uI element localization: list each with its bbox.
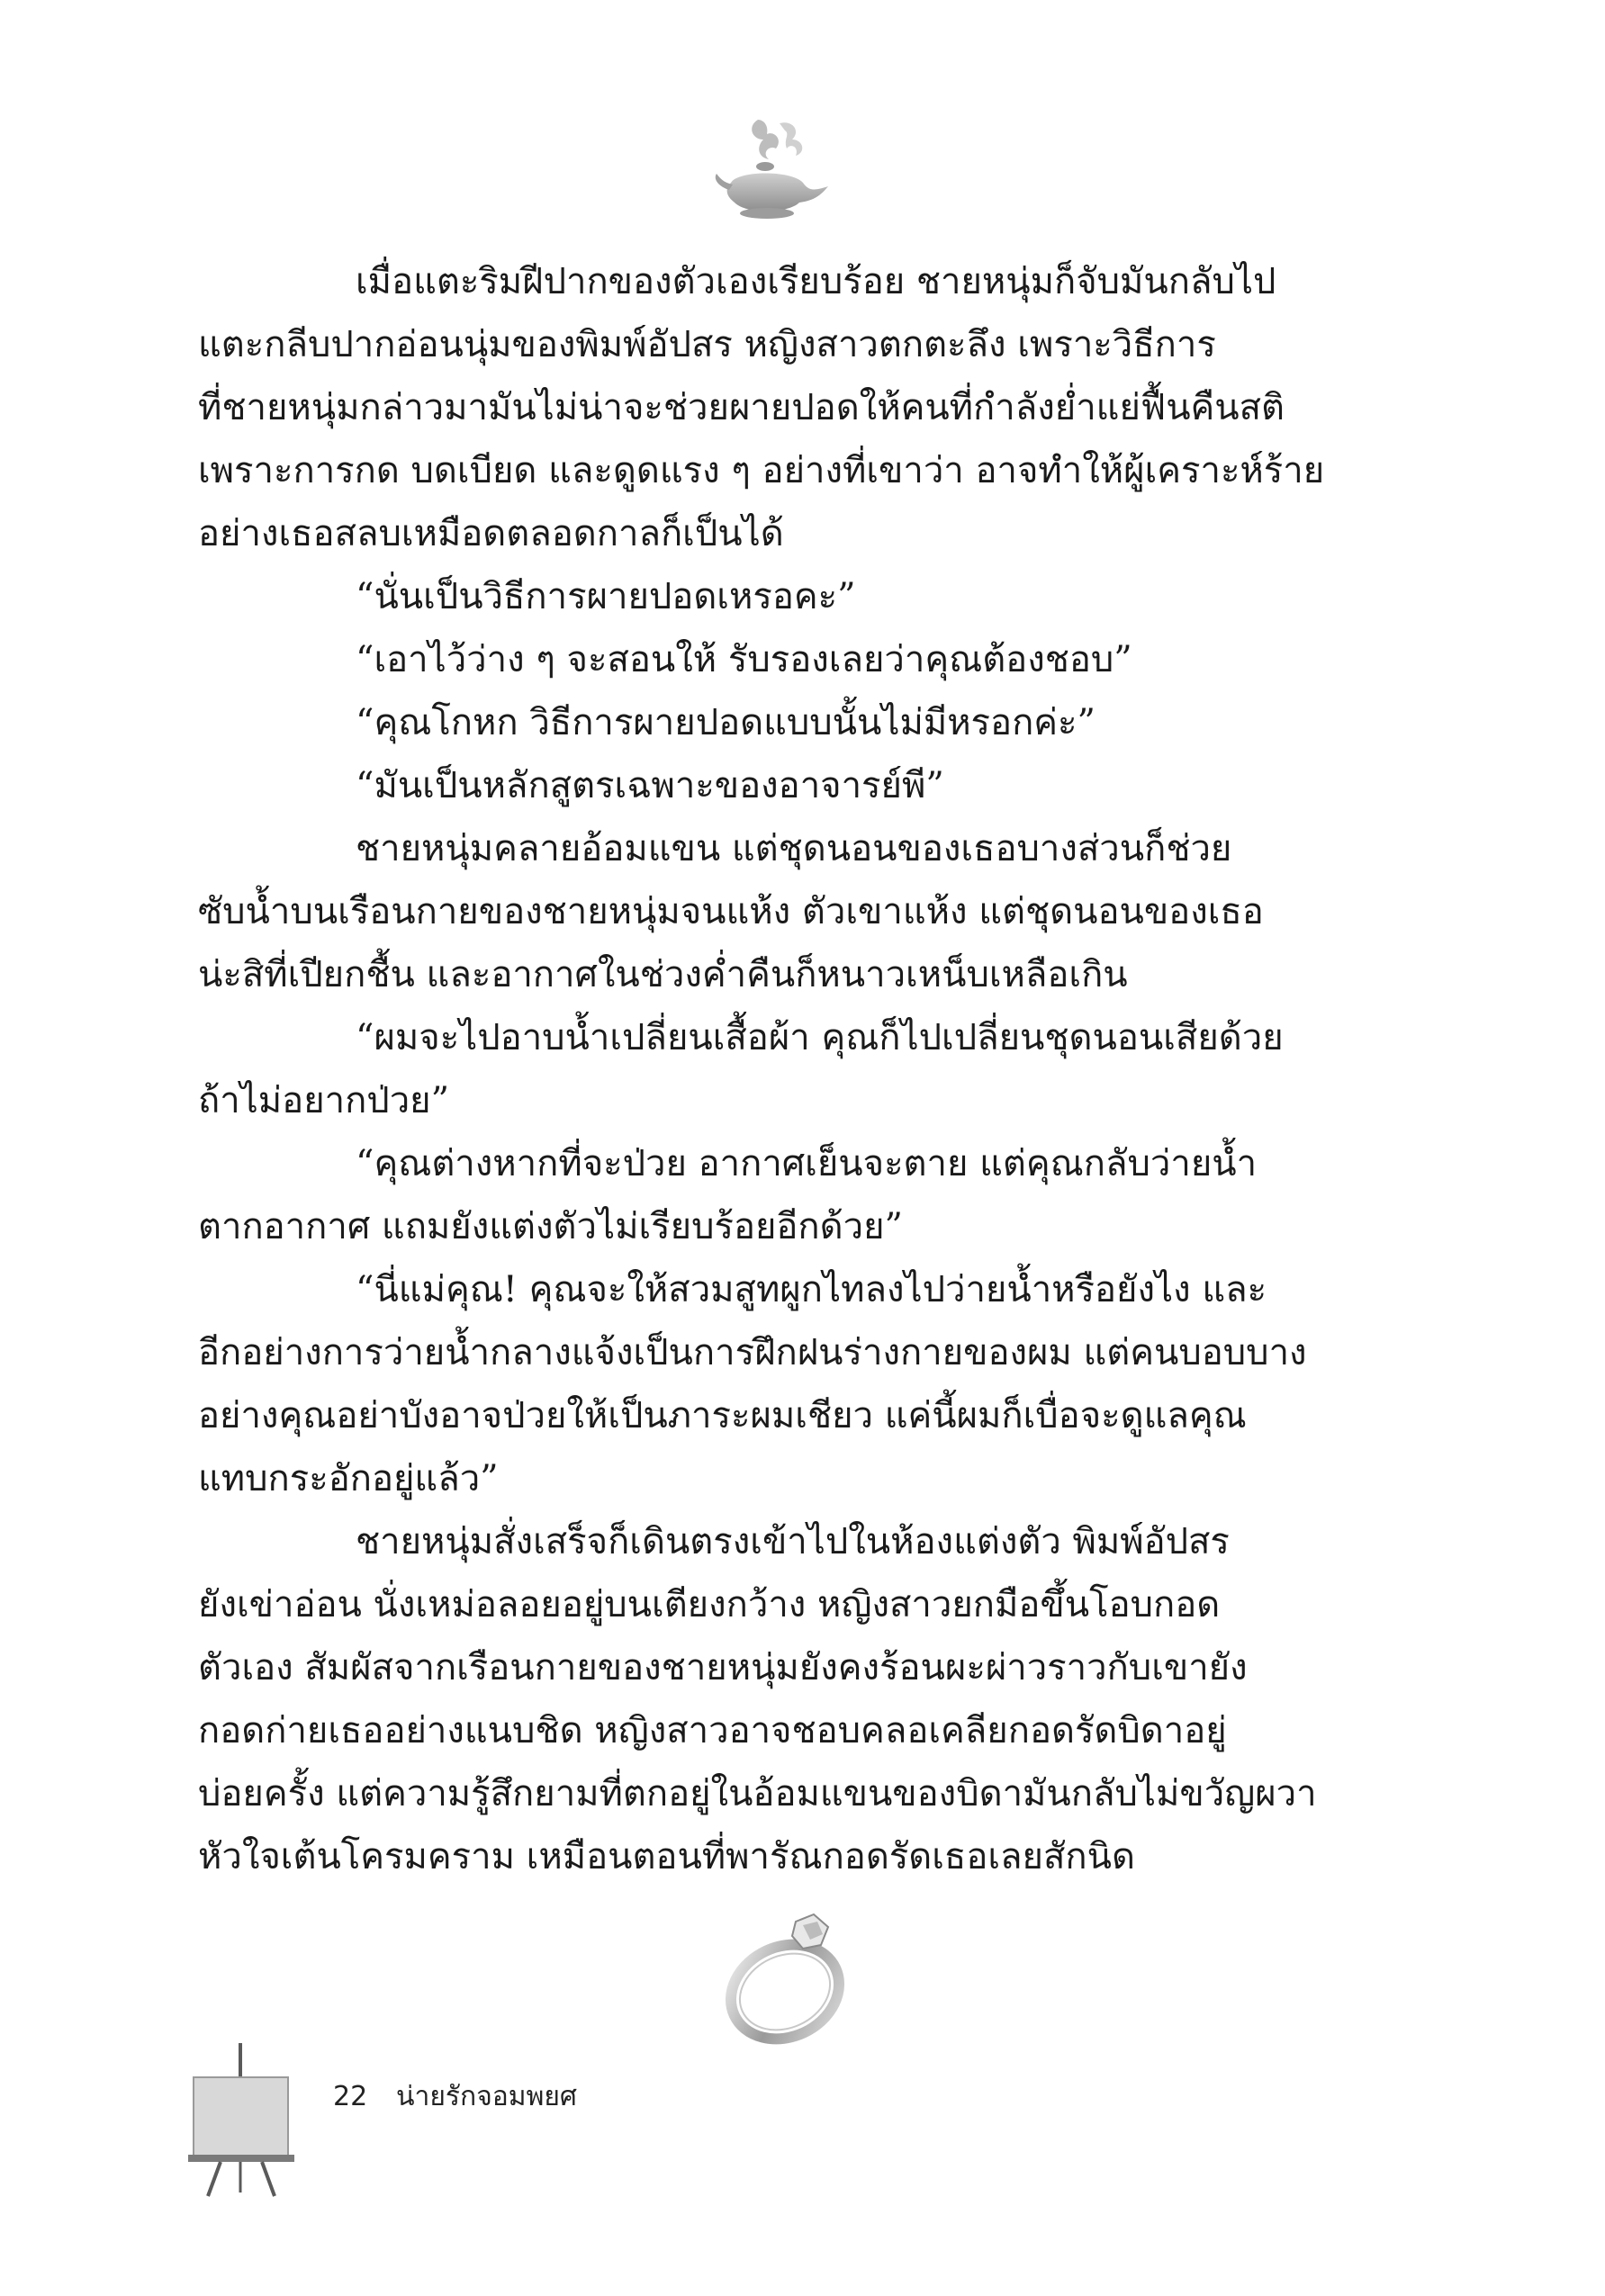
- text-line: บ่อยครั้ง แต่ความรู้สึกยามที่ตกอยู่ในอ้อมแขนของบิดามันกลับไม่ขวัญผวา: [198, 1773, 1317, 1814]
- dialogue-line: “เอาไว้ว่าง ๆ จะสอนให้ รับรองเลยว่าคุณต้องชอบ”: [356, 639, 1132, 680]
- text-line: ถ้าไม่อยากป่วย”: [198, 1080, 450, 1121]
- text-line: ยังเข่าอ่อน นั่งเหม่อลอยอยู่บนเตียงกว้าง หญิงสาวยกมือขึ้นโอบกอด: [198, 1584, 1221, 1625]
- book-title: น่ายรักจอมพยศ: [396, 2081, 577, 2112]
- text-line: แตะกลีบปากอ่อนนุ่มของพิมพ์อัปสร หญิงสาวตกตะลึง เพราะวิธีการ: [198, 324, 1216, 365]
- dialogue-line: “คุณโกหก วิธีการผายปอดแบบนั้นไม่มีหรอกค่ะ”: [356, 702, 1096, 743]
- page-number: 22: [333, 2081, 368, 2112]
- text-line: อีกอย่างการว่ายน้ำกลางแจ้งเป็นการฝึกฝนร่างกายของผม แต่คนบอบบาง: [198, 1332, 1307, 1373]
- page-footer: [333, 2075, 577, 2120]
- text-line: ตัวเอง สัมผัสจากเรือนกายของชายหนุ่มยังคงร้อนผะผ่าวราวกับเขายัง: [198, 1647, 1248, 1688]
- body-text: [198, 250, 1409, 1888]
- dialogue-line: “คุณต่างหากที่จะป่วย อากาศเย็นจะตาย แต่คุณกลับว่ายน้ำ: [356, 1143, 1258, 1184]
- text-line: ตากอากาศ แถมยังแต่งตัวไม่เรียบร้อยอีกด้วย”: [198, 1206, 903, 1247]
- dialogue-line: “มันเป็นหลักสูตรเฉพาะของอาจารย์พี”: [356, 765, 944, 806]
- teapot-lamp-icon: [702, 104, 837, 239]
- text-line: แทบกระอักอยู่แล้ว”: [198, 1458, 499, 1499]
- text-line: อย่างคุณอย่าบังอาจป่วยให้เป็นภาระผมเชียว แค่นี้ผมก็เบื่อจะดูแลคุณ: [198, 1395, 1247, 1436]
- text-line: ชายหนุ่มสั่งเสร็จก็เดินตรงเข้าไปในห้องแต่งตัว พิมพ์อัปสร: [356, 1521, 1230, 1562]
- diamond-ring-icon: [702, 1895, 873, 2057]
- text-line: ชายหนุ่มคลายอ้อมแขน แต่ชุดนอนของเธอบางส่วนก็ช่วย: [356, 828, 1232, 869]
- text-line: น่ะสิที่เปียกชื้น และอากาศในช่วงค่ำคืนก็หนาวเหน็บเหลือเกิน: [198, 954, 1128, 995]
- text-line: ซับน้ำบนเรือนกายของชายหนุ่มจนแห้ง ตัวเขาแห้ง แต่ชุดนอนของเธอ: [198, 891, 1264, 932]
- text-line: เมื่อแตะริมฝีปากของตัวเองเรียบร้อย ชายหนุ่มก็จับมันกลับไป: [356, 261, 1276, 302]
- text-line: อย่างเธอสลบเหมือดตลอดกาลก็เป็นได้: [198, 513, 784, 554]
- dialogue-line: “นั่นเป็นวิธีการผายปอดเหรอคะ”: [356, 576, 856, 617]
- text-line: ที่ชายหนุ่มกล่าวมามันไม่น่าจะช่วยผายปอดให้คนที่กำลังย่ำแย่ฟื้นคืนสติ: [198, 387, 1285, 428]
- text-line: กอดก่ายเธออย่างแนบชิด หญิงสาวอาจชอบคลอเคลียกอดรัดบิดาอยู่: [198, 1710, 1227, 1751]
- dialogue-line: “นี่แม่คุณ! คุณจะให้สวมสูทผูกไทลงไปว่ายน้ำหรือยังไง และ: [356, 1269, 1267, 1310]
- dialogue-line: “ผมจะไปอาบน้ำเปลี่ยนเสื้อผ้า คุณก็ไปเปลี่ยนชุดนอนเสียด้วย: [356, 1017, 1284, 1058]
- text-line: หัวใจเต้นโครมคราม เหมือนตอนที่พารัณกอดรัดเธอเลยสักนิด: [198, 1836, 1135, 1877]
- easel-icon: [185, 2041, 324, 2199]
- text-line: เพราะการกด บดเบียด และดูดแรง ๆ อย่างที่เขาว่า อาจทำให้ผู้เคราะห์ร้าย: [198, 450, 1325, 491]
